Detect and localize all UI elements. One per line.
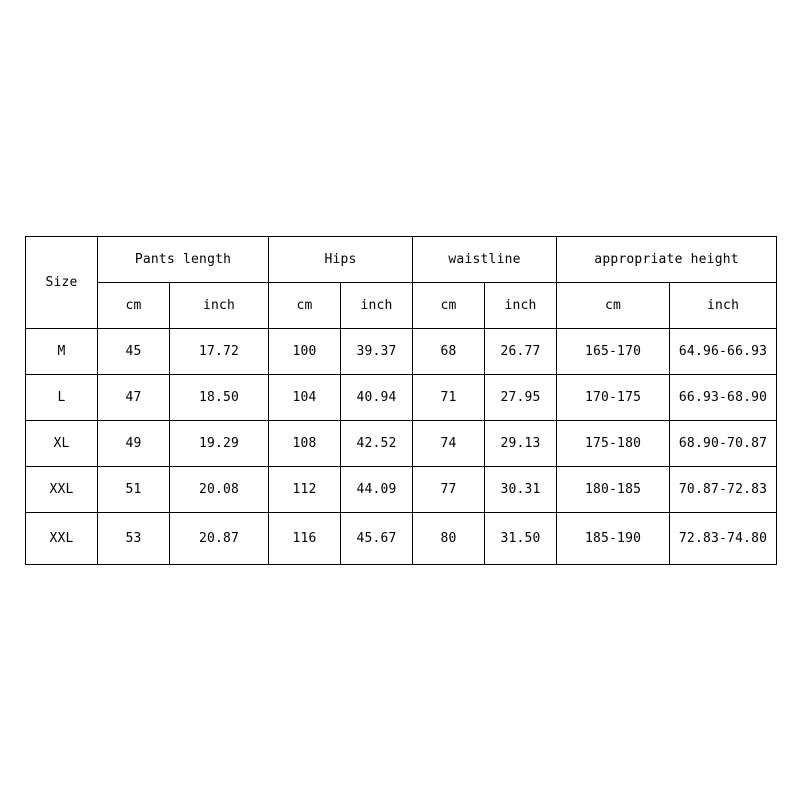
table-cell: 100 [269,329,341,375]
table-cell: 18.50 [170,375,269,421]
table-cell: 49 [98,421,170,467]
pants-length-header: Pants length [98,237,269,283]
table-cell: 185-190 [557,513,670,565]
unit-header: inch [341,283,413,329]
table-cell: 66.93-68.90 [670,375,777,421]
table-cell: 116 [269,513,341,565]
size-cell: M [26,329,98,375]
table-cell: 80 [413,513,485,565]
table-cell: 19.29 [170,421,269,467]
table-cell: 70.87-72.83 [670,467,777,513]
table-cell: 165-170 [557,329,670,375]
table-cell: 180-185 [557,467,670,513]
header-row-groups [26,237,777,283]
table-cell: 53 [98,513,170,565]
table-cell: 17.72 [170,329,269,375]
unit-header: cm [413,283,485,329]
waistline-header: waistline [413,237,557,283]
table-cell: 175-180 [557,421,670,467]
appropriate-height-header: appropriate height [557,237,777,283]
unit-header: inch [670,283,777,329]
unit-header: cm [269,283,341,329]
size-chart-table [25,236,777,565]
table-cell: 40.94 [341,375,413,421]
table-cell: 31.50 [485,513,557,565]
table-row [26,467,777,513]
table-cell: 64.96-66.93 [670,329,777,375]
table-cell: 112 [269,467,341,513]
table-cell: 29.13 [485,421,557,467]
table-cell: 72.83-74.80 [670,513,777,565]
header-row-units [26,283,777,329]
table-cell: 27.95 [485,375,557,421]
size-cell: XXL [26,513,98,565]
table-cell: 74 [413,421,485,467]
table-cell: 108 [269,421,341,467]
table-cell: 47 [98,375,170,421]
table-cell: 26.77 [485,329,557,375]
size-cell: L [26,375,98,421]
table-cell: 45.67 [341,513,413,565]
unit-header: inch [485,283,557,329]
size-cell: XXL [26,467,98,513]
table-cell: 170-175 [557,375,670,421]
table-cell: 30.31 [485,467,557,513]
table-row [26,421,777,467]
unit-header: cm [557,283,670,329]
unit-header: inch [170,283,269,329]
table-cell: 71 [413,375,485,421]
table-cell: 39.37 [341,329,413,375]
table-row [26,329,777,375]
table-cell: 42.52 [341,421,413,467]
hips-header: Hips [269,237,413,283]
table-cell: 44.09 [341,467,413,513]
table-cell: 51 [98,467,170,513]
table-row [26,375,777,421]
size-header: Size [26,237,98,329]
unit-header: cm [98,283,170,329]
table-cell: 68 [413,329,485,375]
table-cell: 104 [269,375,341,421]
table-cell: 20.87 [170,513,269,565]
table-cell: 68.90-70.87 [670,421,777,467]
table-cell: 45 [98,329,170,375]
table-row [26,513,777,565]
table-cell: 77 [413,467,485,513]
table-cell: 20.08 [170,467,269,513]
size-cell: XL [26,421,98,467]
